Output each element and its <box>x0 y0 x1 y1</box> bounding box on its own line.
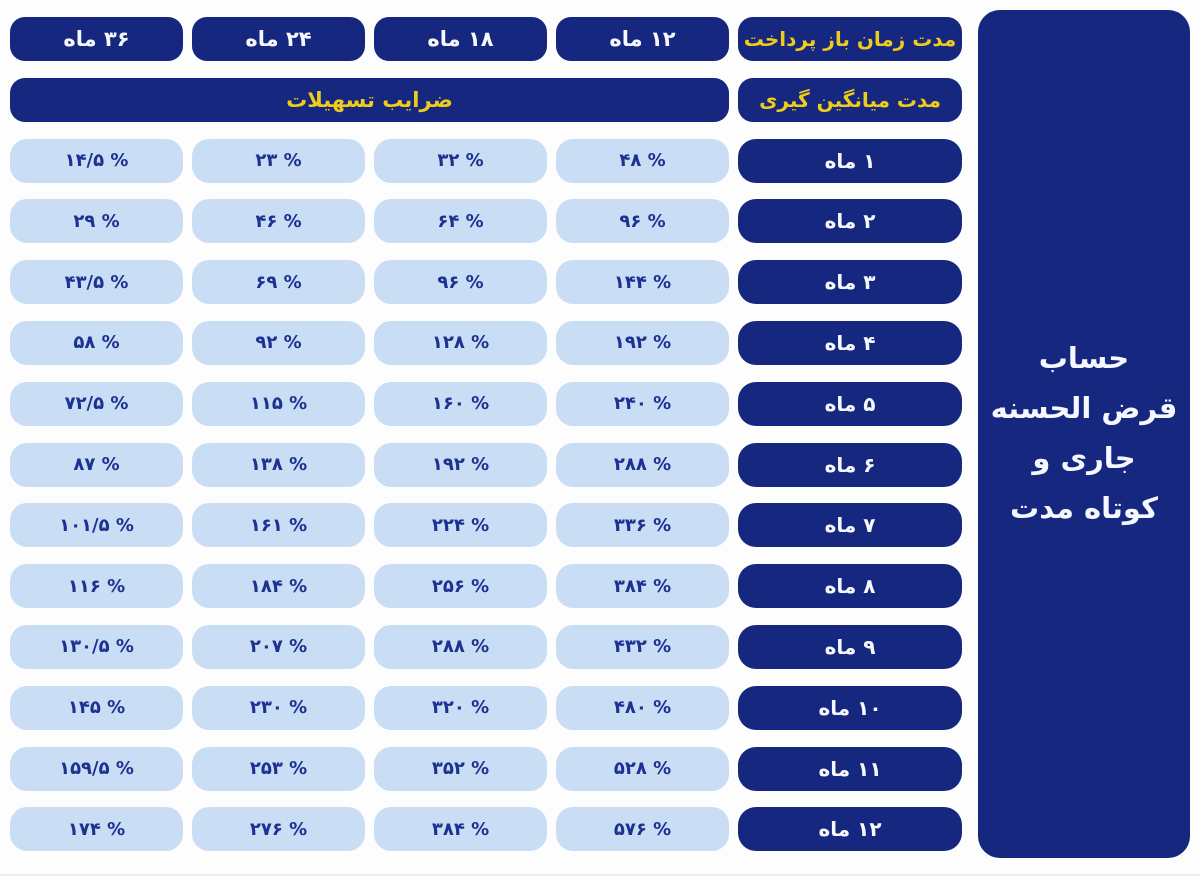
coefficient-cell: ۴۳/۵ % <box>10 260 183 304</box>
coefficient-cell: ۲۴۰ % <box>556 382 729 426</box>
coefficient-cell: ۳۸۴ % <box>374 807 547 851</box>
account-type-card <box>978 10 1190 858</box>
coefficient-cell: ۹۶ % <box>374 260 547 304</box>
coefficient-cell: ۱۱۵ % <box>192 382 365 426</box>
coefficient-cell: ۱۴۴ % <box>556 260 729 304</box>
account-type-title-line: کوتاه مدت <box>1010 490 1158 525</box>
row-label-month-4: ۴ ماه <box>738 321 962 365</box>
account-type-title-line: جاری و <box>1032 441 1136 475</box>
account-type-title-line: قرض الحسنه <box>990 391 1178 426</box>
coefficient-cell: ۷۲/۵ % <box>10 382 183 426</box>
coefficient-cell: ۴۶ % <box>192 199 365 243</box>
coefficient-cell: ۹۲ % <box>192 321 365 365</box>
row-label-month-7: ۷ ماه <box>738 503 962 547</box>
coefficient-cell: ۲۲۴ % <box>374 503 547 547</box>
coefficient-cell: ۸۷ % <box>10 443 183 487</box>
coefficient-cell: ۲۹ % <box>10 199 183 243</box>
row-label-month-3: ۳ ماه <box>738 260 962 304</box>
coefficient-cell: ۲۷۶ % <box>192 807 365 851</box>
coefficient-cell: ۱۴/۵ % <box>10 139 183 183</box>
column-header-18-months: ۱۸ ماه <box>374 17 547 61</box>
coefficient-cell: ۶۴ % <box>374 199 547 243</box>
row-label-month-10: ۱۰ ماه <box>738 686 962 730</box>
row-label-month-2: ۲ ماه <box>738 199 962 243</box>
coefficient-cell: ۱۰۱/۵ % <box>10 503 183 547</box>
row-label-month-5: ۵ ماه <box>738 382 962 426</box>
coefficient-cell: ۱۹۲ % <box>556 321 729 365</box>
coefficient-cell: ۱۴۵ % <box>10 686 183 730</box>
coefficient-cell: ۳۳۶ % <box>556 503 729 547</box>
repayment-period-header: مدت زمان باز پرداخت <box>738 17 962 61</box>
coefficient-cell: ۴۳۲ % <box>556 625 729 669</box>
column-header-36-months: ۳۶ ماه <box>10 17 183 61</box>
coefficient-cell: ۲۳ % <box>192 139 365 183</box>
row-label-month-1: ۱ ماه <box>738 139 962 183</box>
coefficient-cell: ۲۵۶ % <box>374 564 547 608</box>
coefficient-cell: ۲۵۳ % <box>192 747 365 791</box>
coefficient-cell: ۱۳۰/۵ % <box>10 625 183 669</box>
coefficient-cell: ۱۷۴ % <box>10 807 183 851</box>
account-type-title <box>991 334 1178 534</box>
coefficient-cell: ۳۲۰ % <box>374 686 547 730</box>
column-header-24-months: ۲۴ ماه <box>192 17 365 61</box>
coefficient-cell: ۳۸۴ % <box>556 564 729 608</box>
coefficient-cell: ۲۸۸ % <box>374 625 547 669</box>
coefficient-cell: ۵۷۶ % <box>556 807 729 851</box>
coefficient-cell: ۱۶۱ % <box>192 503 365 547</box>
column-header-12-months: ۱۲ ماه <box>556 17 729 61</box>
row-label-month-9: ۹ ماه <box>738 625 962 669</box>
row-label-month-8: ۸ ماه <box>738 564 962 608</box>
coefficient-cell: ۲۸۸ % <box>556 443 729 487</box>
coefficient-cell: ۳۵۲ % <box>374 747 547 791</box>
coefficient-cell: ۵۲۸ % <box>556 747 729 791</box>
coefficient-cell: ۵۸ % <box>10 321 183 365</box>
row-label-month-6: ۶ ماه <box>738 443 962 487</box>
facility-coefficients-header: ضرایب تسهیلات <box>10 78 729 122</box>
averaging-period-header: مدت میانگین گیری <box>738 78 962 122</box>
row-label-month-11: ۱۱ ماه <box>738 747 962 791</box>
coefficient-cell: ۲۰۷ % <box>192 625 365 669</box>
account-type-title-line: حساب <box>1038 341 1130 376</box>
coefficient-cell: ۲۳۰ % <box>192 686 365 730</box>
coefficient-cell: ۱۲۸ % <box>374 321 547 365</box>
coefficient-cell: ۴۸ % <box>556 139 729 183</box>
coefficient-cell: ۱۱۶ % <box>10 564 183 608</box>
coefficient-cell: ۱۵۹/۵ % <box>10 747 183 791</box>
coefficient-cell: ۱۸۴ % <box>192 564 365 608</box>
coefficient-cell: ۴۸۰ % <box>556 686 729 730</box>
coefficient-cell: ۳۲ % <box>374 139 547 183</box>
coefficient-cell: ۱۹۲ % <box>374 443 547 487</box>
coefficients-table <box>10 10 962 874</box>
coefficient-cell: ۶۹ % <box>192 260 365 304</box>
coefficient-cell: ۹۶ % <box>556 199 729 243</box>
row-label-month-12: ۱۲ ماه <box>738 807 962 851</box>
coefficient-cell: ۱۳۸ % <box>192 443 365 487</box>
coefficient-cell: ۱۶۰ % <box>374 382 547 426</box>
